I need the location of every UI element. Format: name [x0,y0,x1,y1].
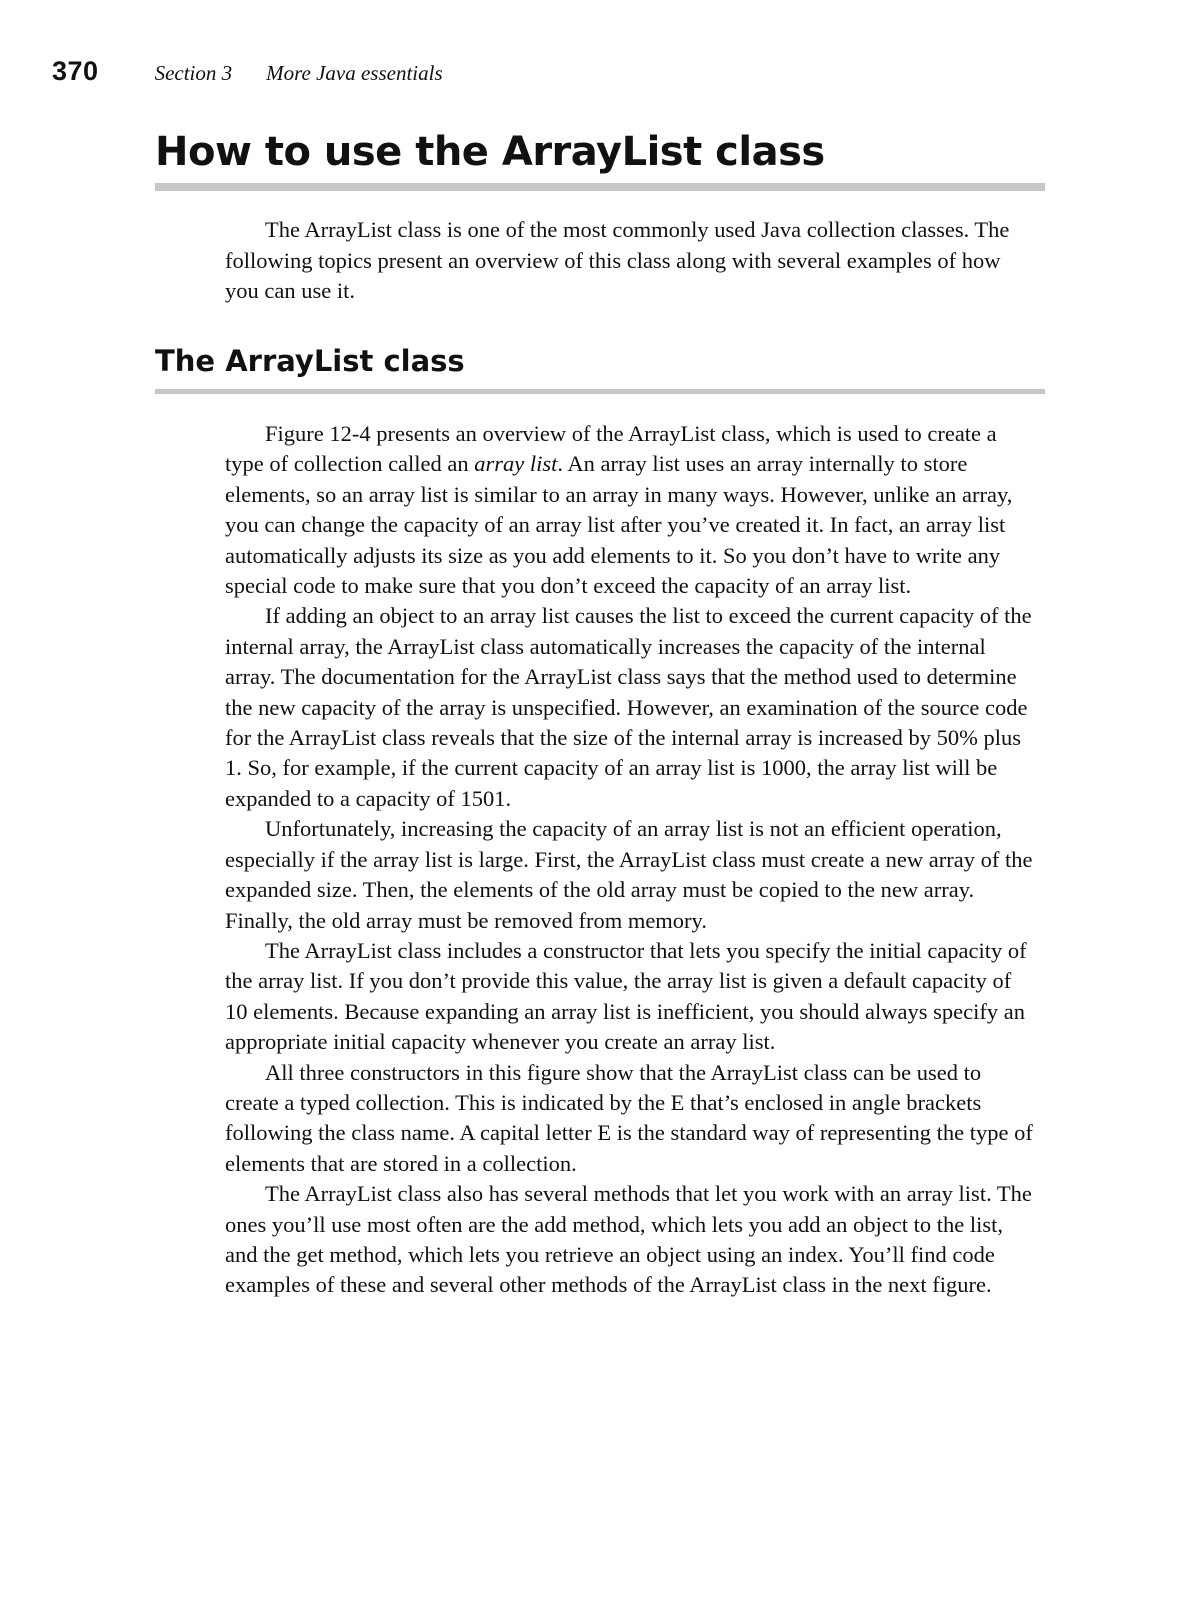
intro-paragraph: The ArrayList class is one of the most commonly used Java collection classes. The following topics present an overview of this class along with several examples of how you can use it. [225,217,1010,303]
section-rule [155,389,1045,394]
page-title: How to use the ArrayList class [155,129,825,175]
page-number: 370 [52,56,99,86]
paragraph-6: The ArrayList class also has several methods that let you work with an array list. The ones you’ll use most often are the add method, which lets you add an object to the list, and the get method, which lets you retrieve an object using an index. You’ll find code examples of these and several other methods of the ArrayList class in the next figure. [225,1181,1032,1298]
section-heading: The ArrayList class [155,344,465,378]
paragraph-1-start: Figure 12-4 presents an overview of the ArrayList class, which is used to create a type of collection called an [225,421,997,477]
running-head [52,56,443,96]
paragraph-1-end: . An array list uses an array internally to store elements, so an array list is similar to an array in many ways. However, unlike an array, you can change the capacity of an array list after you’ve created it. In fact, an array list automatically adjusts its size as you add elements to it. So you don’t have to write any special code to make sure that you don’t exceed the capacity of an array list. [225,451,1013,599]
paragraph-1 [225,419,1035,601]
section-title: More Java essentials [266,61,443,85]
body-text [225,419,1035,1301]
title-rule [155,183,1045,191]
paragraph-3: Unfortunately, increasing the capacity of an array list is not an efficient operation, especially if the array list is large. First, the ArrayList class must create a new array of the expanded size. Then, the elements of the old array must be copied to the new array. Finally, the old array must be removed from memory. [225,816,1033,933]
paragraph-5: All three constructors in this figure show that the ArrayList class can be used to create a typed collection. This is indicated by the E that’s enclosed in angle brackets following the class name. A capital letter E is the standard way of representing the type of elements that are stored in a collection. [225,1059,1033,1176]
paragraph-2: If adding an object to an array list causes the list to exceed the current capacity of the internal array, the ArrayList class automatically increases the capacity of the internal array. The documentation for the ArrayList class says that the method used to determine the new capacity of the array is unspecified. However, an examination of the source code for the ArrayList class reveals that the size of the internal array is increased by 50% plus 1. So, for example, if the current capacity of an array list is 1000, the array list will be expanded to a capacity of 1501. [225,603,1032,811]
section-label: Section 3 [154,61,233,85]
term-array-list: array list [474,451,558,477]
paragraph-4: The ArrayList class includes a constructor that lets you specify the initial capacity of the array list. If you don’t provide this value, the array list is given a default capacity of 10 elements. Because expanding an array list is inefficient, you should always specify an appropriate initial capacity whenever you create an array list. [225,937,1027,1055]
